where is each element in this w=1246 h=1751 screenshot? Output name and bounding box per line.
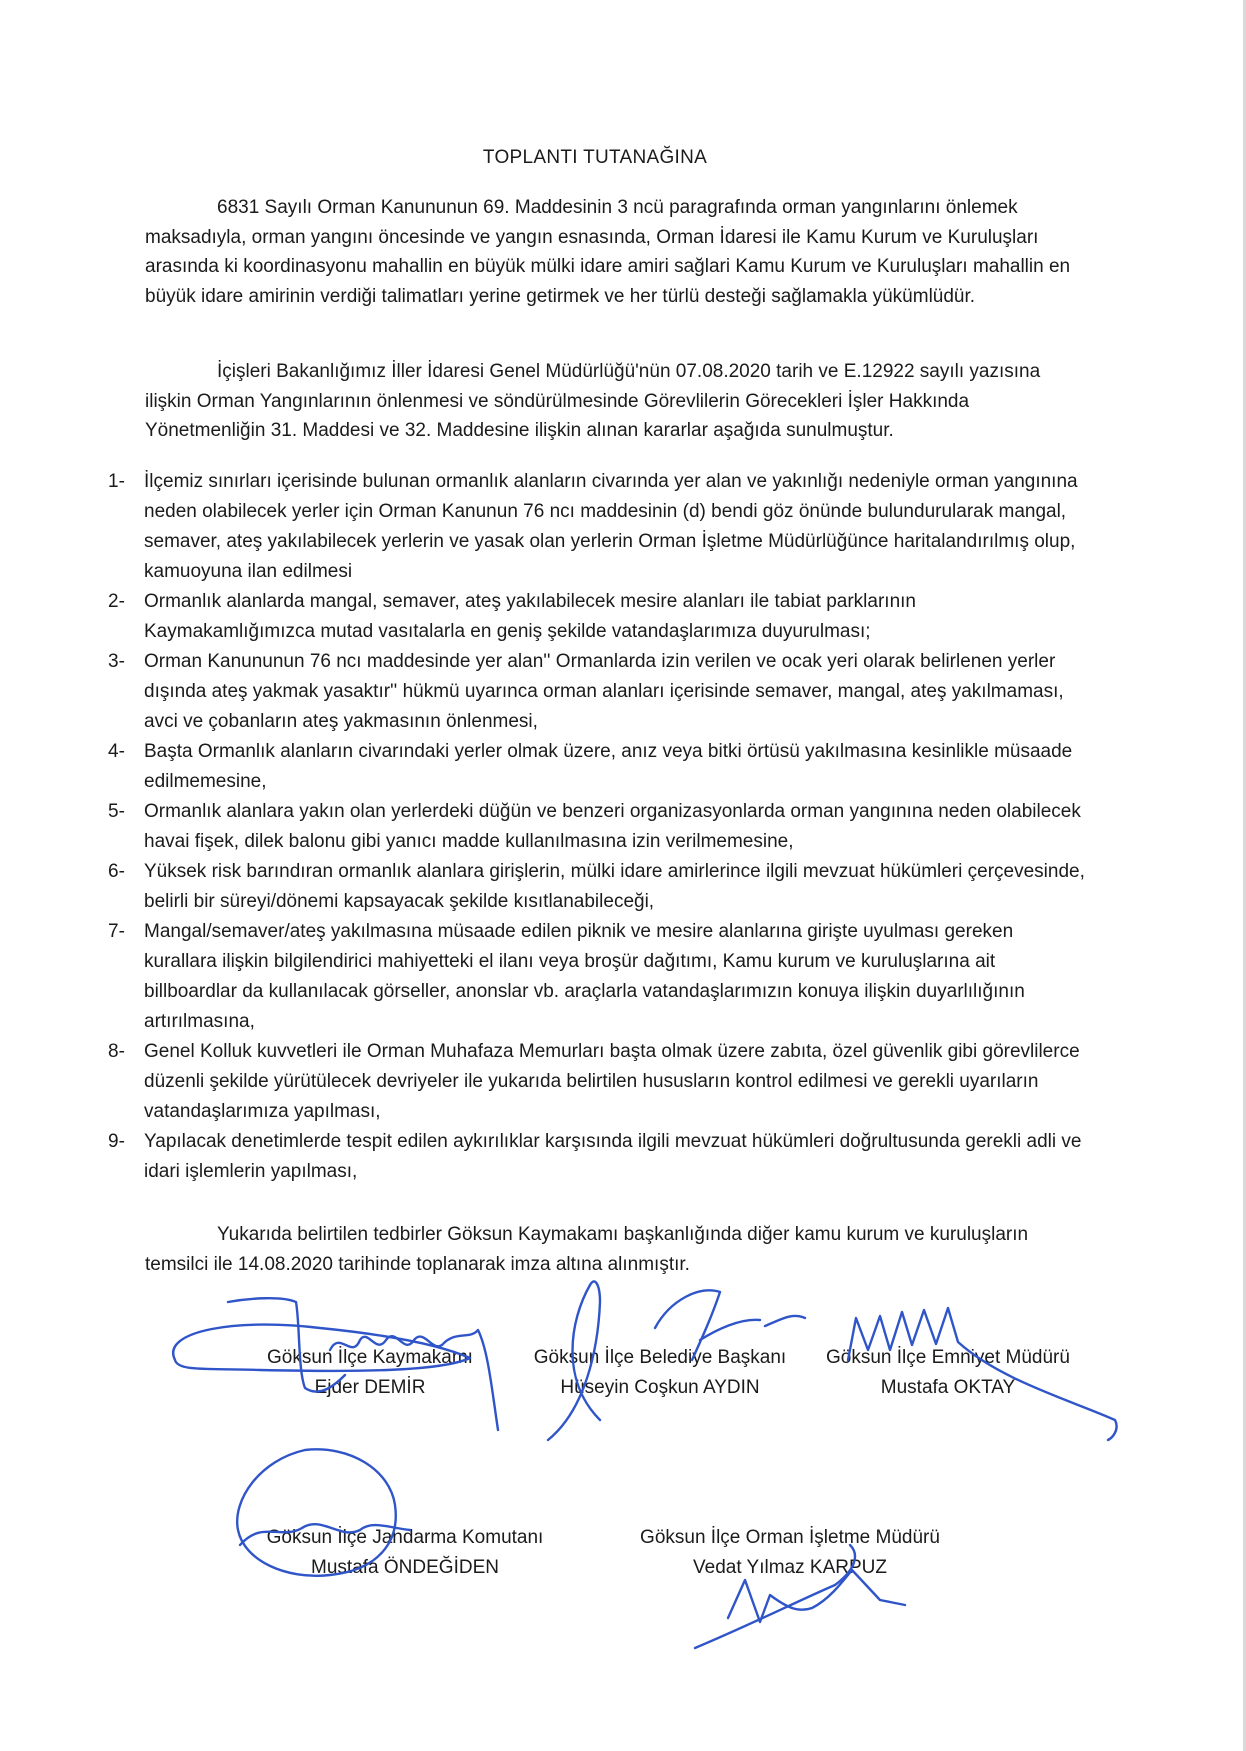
list-item-number: 9- [108,1131,125,1152]
signatory-name: Hüseyin Coşkun AYDIN [560,1377,760,1398]
list-item [108,647,1088,737]
list-item [108,1037,1088,1127]
signature-block-belediye [515,1343,805,1403]
signature-block-jandarma [245,1523,565,1583]
list-item-text: Mangal/semaver/ateş yakılmasına müsaade edilen piknik ve mesire alanlarına girişte uyulması gereken kurallara ilişkin bilgilendirici mahiyetteki el ilanı veya broşür dağıtımı, Kamu kurum ve kuruluşlarına ait billboardlar da kullanılacak görseller, anonslar vb. araçlarla vatandaşlarımızın konuya ilişkin duyarlılığının artırılmasına, [144,921,1025,1032]
list-item-text: Ormanlık alanlarda mangal, semaver, ateş yakılabilecek mesire alanları ile tabiat parklarının Kaymakamlığımızca mutad vasıtalarla en geniş şekilde vatandaşlarımıza duyurulması; [144,591,916,642]
signatory-name: Mustafa ÖNDEĞİDEN [311,1557,499,1578]
list-item [108,797,1088,857]
list-item [108,1127,1088,1187]
signatory-role: Göksun İlçe Jandarma Komutanı [266,1527,544,1548]
list-item-number: 2- [108,591,125,612]
signatory-role: Göksun İlçe Emniyet Müdürü [826,1347,1070,1368]
signatory-name: Mustafa OKTAY [880,1377,1016,1398]
list-item-number: 1- [108,471,125,492]
signatory-name: Vedat Yılmaz KARPUZ [693,1557,887,1578]
signature-block-emniyet [808,1343,1088,1403]
list-item-number: 7- [108,921,125,942]
list-item-text: Genel Kolluk kuvvetleri ile Orman Muhafaza Memurları başta olmak üzere zabıta, özel güvenlik gibi görevlilerce düzenli şekilde yürütülecek devriyeler ile yukarıda belirtilen hususların kontrol edilmesi ve gerekli uyarıların vatandaşlarımıza yapılması, [144,1041,1080,1122]
list-item-text: Yapılacak denetimlerde tespit edilen aykırılıklar karşısında ilgili mevzuat hükümleri doğrultusunda gerekli adli ve idari işlemlerin yapılması, [144,1131,1082,1182]
list-item-text: Başta Ormanlık alanların civarındaki yerler olmak üzere, anız veya bitki örtüsü yakılmasına kesinlikle müsaade edilmemesine, [144,741,1073,792]
signatory-role: Göksun İlçe Orman İşletme Müdürü [640,1527,940,1548]
list-item-number: 5- [108,801,125,822]
closing-text: Yukarıda belirtilen tedbirler Göksun Kaymakamı başkanlığında diğer kamu kurum ve kuruluşların temsilci ile 14.08.2020 tarihinde toplanarak imza altına alınmıştır. [145,1224,1029,1275]
list-item-number: 4- [108,741,125,762]
signatory-role: Göksun İlçe Kaymakamı [267,1347,473,1368]
paragraph-reference [145,357,1080,446]
list-item-number: 6- [108,861,125,882]
list-item-text: Ormanlık alanlara yakın olan yerlerdeki düğün ve benzeri organizasyonlarda orman yangınına neden olabilecek havai fişek, dilek balonu gibi yanıcı madde kullanılmasına izin verilmemesine, [144,801,1081,852]
list-item-text: İlçemiz sınırları içerisinde bulunan ormanlık alanların civarında yer alan ve yakınlığı nedeniyle orman yangınına neden olabilecek yerler için Orman Kanunun 76 ncı maddesinin (d) bendi göz önünde bulundurularak mangal, semaver, ateş yakılabilecek yerlerin ve yasak olan yerlerin Orman İşletme Müdürlüğünce haritalandırılmış olup, kamuoyuna ilan edilmesi [144,471,1078,582]
signatory-role: Göksun İlçe Belediye Başkanı [533,1347,787,1368]
signature-block-orman [620,1523,960,1583]
closing-paragraph [145,1220,1080,1279]
list-item-text: Orman Kanununun 76 ncı maddesinde yer alan'' Ormanlarda izin verilen ve ocak yeri olarak belirlenen yerler dışında ateş yakmak yasaktır'' hükmü uyarınca orman alanları içerisinde semaver, mangal, ateş yakılmaması, avci ve çobanların ateş yakmasının önlenmesi, [144,651,1064,732]
list-item-number: 8- [108,1041,125,1062]
list-item-text: Yüksek risk barındıran ormanlık alanlara girişlerin, mülki idare amirlerince ilgili mevzuat hükümleri çerçevesinde, belirli bir süreyi/dönemi kapsayacak şekilde kısıtlanabileceği, [144,861,1085,912]
list-item [108,587,1088,647]
paragraph-intro [145,193,1080,311]
document-title: TOPLANTI TUTANAĞINA [482,147,708,168]
list-item-number: 3- [108,651,125,672]
list-item [108,737,1088,797]
list-item [108,917,1088,1037]
signatory-name: Ejder DEMİR [314,1377,426,1398]
list-item [108,467,1088,587]
signature-block-kaymakam [240,1343,500,1403]
decision-list [108,467,1088,1187]
list-item [108,857,1088,917]
paragraph-reference-text: İçişleri Bakanlığımız İller İdaresi Genel Müdürlüğü'nün 07.08.2020 tarih ve E.12922 sayılı yazısına ilişkin Orman Yangınlarının önlenmesi ve söndürülmesinde Görevlilerin Görecekleri İşler Hakkında Yönetmenliğin 31. Maddesi ve 32. Maddesine ilişkin alınan kararlar aşağıda sunulmuştur. [145,361,1041,441]
paragraph-intro-text: 6831 Sayılı Orman Kanununun 69. Maddesinin 3 ncü paragrafında orman yangınlarını önlemek maksadıyla, orman yangını öncesinde ve yangın esnasında, Orman İdaresi ile Kamu Kurum ve Kuruluşları arasında ki koordinasyonu mahallin en büyük mülki idare amiri sağlari Kamu Kurum ve Kuruluşları mahallin en büyük idare amirinin verdiği talimatları yerine getirmek ve her türlü desteği sağlamakla yükümlüdür. [145,197,1071,307]
